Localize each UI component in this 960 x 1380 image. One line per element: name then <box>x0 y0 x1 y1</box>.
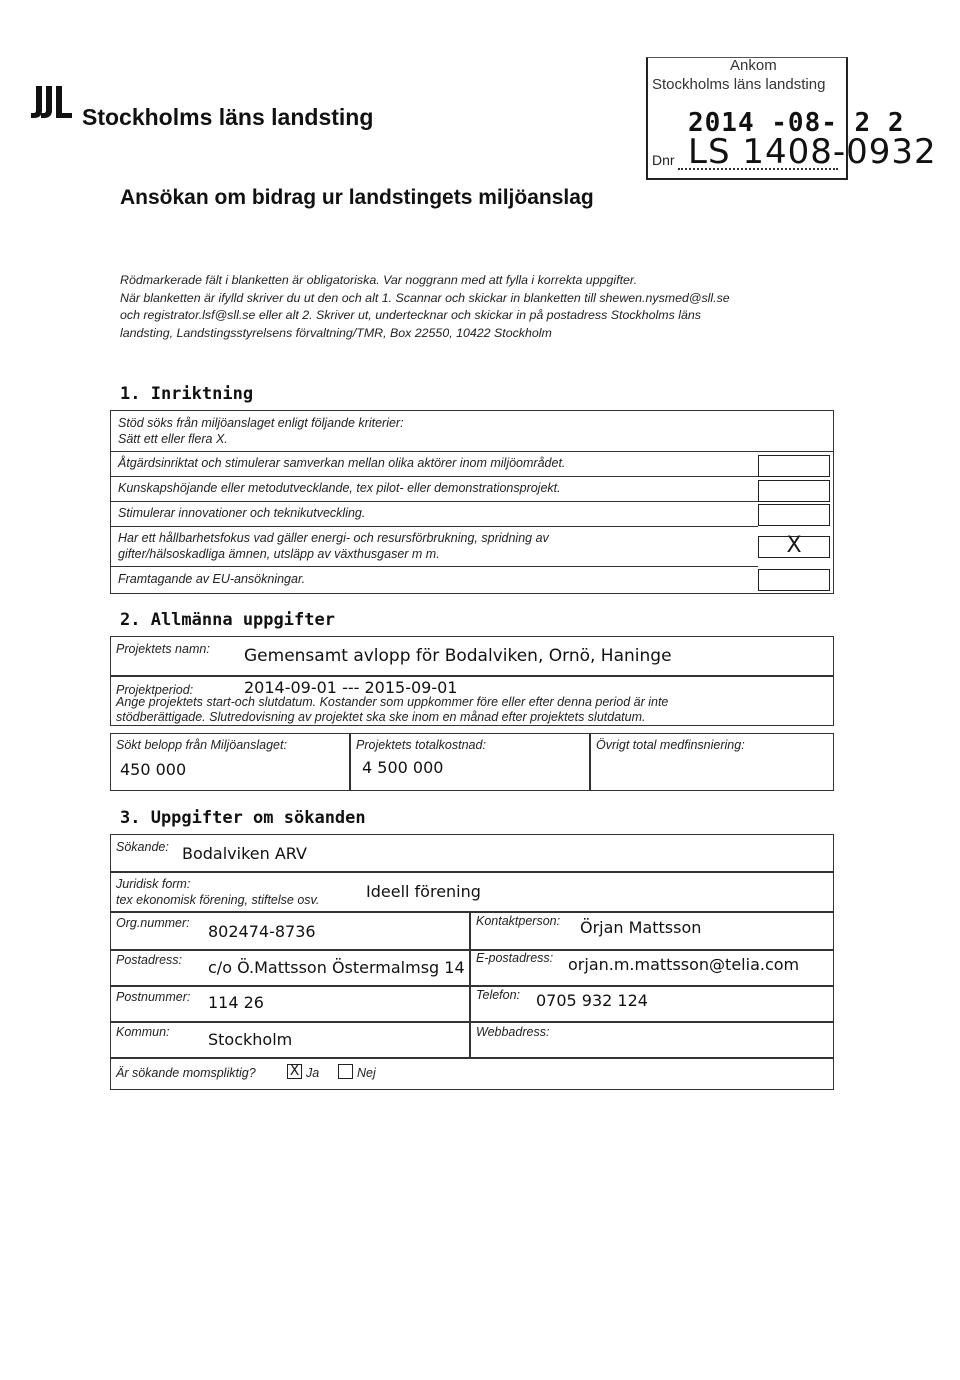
criterion-label: Åtgärdsinriktat och stimulerar samverkan mellan olika aktörer inom miljöområdet. <box>118 456 566 470</box>
criterion-checkbox[interactable] <box>758 480 830 502</box>
stamp-date: 2014 -08- 2 2 <box>688 108 905 138</box>
phone-value: 0705 932 124 <box>536 991 648 1010</box>
municipality-label: Kommun: <box>116 1025 170 1039</box>
criteria-instruction: Sätt ett eller flera X. <box>118 432 228 446</box>
project-period-label: Projektperiod: <box>116 683 194 697</box>
vat-no-checkbox[interactable] <box>338 1064 353 1079</box>
intro-line: Rödmarkerade fält i blanketten är obligatoriska. Var noggrann med att fylla i korrekta uppgifter. <box>120 273 638 287</box>
postal-address-value: c/o Ö.Mattsson Östermalmsg 14 <box>208 958 465 977</box>
postal-address-label: Postadress: <box>116 953 183 967</box>
applicant-value: Bodalviken ARV <box>182 844 307 863</box>
vat-question: Är sökande momspliktig? <box>116 1066 256 1080</box>
total-cost-value: 4 500 000 <box>362 758 444 777</box>
project-period-value[interactable]: 2014-09-01 --- 2015-09-01 <box>244 678 458 697</box>
email-label: E-postadress: <box>476 951 554 965</box>
divider <box>110 501 758 502</box>
criterion-label: Kunskapshöjande eller metodutvecklande, tex pilot- eller demonstrationsprojekt. <box>118 481 561 495</box>
section-3-heading: 3. Uppgifter om sökanden <box>120 808 366 828</box>
divider <box>110 451 834 452</box>
criteria-intro: Stöd söks från miljöanslaget enligt följande kriterier: <box>118 416 404 430</box>
stamp-received-label: Ankom <box>730 57 777 74</box>
applicant-label: Sökande: <box>116 840 169 854</box>
section-2-heading: 2. Allmänna uppgifter <box>120 610 335 630</box>
amount-label: Sökt belopp från Miljöanslaget: <box>116 738 287 752</box>
criterion-label: Stimulerar innovationer och teknikutveckling. <box>118 506 366 520</box>
vat-yes-checkbox[interactable] <box>287 1064 302 1079</box>
contact-person-label: Kontaktperson: <box>476 914 561 928</box>
criterion-label: Har ett hållbarhetsfokus vad gäller energi- och resursförbrukning, spridning av <box>118 531 549 545</box>
org-name: Stockholms läns landsting <box>82 104 374 130</box>
legal-form-hint: tex ekonomisk förening, stiftelse osv. <box>116 893 320 907</box>
intro-line: och registrator.lsf@sll.se eller alt 2. Skriver ut, undertecknar och skickar in på postadress Stockholms läns <box>120 308 701 322</box>
project-name-label: Projektets namn: <box>116 642 210 656</box>
project-period-note: Ange projektets start-och slutdatum. Kostander som uppkommer före eller efter denna period är inte <box>116 695 669 709</box>
vat-yes-check-mark: X <box>289 1063 300 1079</box>
org-number-label: Org.nummer: <box>116 916 190 930</box>
stamp-org-label: Stockholms läns landsting <box>652 76 826 93</box>
vat-yes-label: Ja <box>306 1066 320 1080</box>
document-title: Ansökan om bidrag ur landstingets miljöanslag <box>120 186 594 209</box>
co-financing-label: Övrigt total medfinsniering: <box>596 738 745 752</box>
criterion-checkbox[interactable] <box>758 504 830 526</box>
phone-field[interactable] <box>470 986 834 1022</box>
municipality-value: Stockholm <box>208 1030 293 1049</box>
criterion-checkbox[interactable] <box>758 533 830 558</box>
stamp-dotted-line <box>678 168 838 170</box>
email-value: orjan.m.mattsson@telia.com <box>568 955 800 974</box>
website-label: Webbadress: <box>476 1025 550 1039</box>
total-cost-label: Projektets totalkostnad: <box>356 738 486 752</box>
contact-person-value: Örjan Mattsson <box>580 918 702 937</box>
intro-line: När blanketten är ifylld skriver du ut den och alt 1. Scannar och skickar in blanketten till shewen.nysmed@sll.se <box>120 290 730 305</box>
criterion-label: Framtagande av EU-ansökningar. <box>118 572 306 586</box>
project-period-note: stödberättigade. Slutredovisning av projektet ska ske inom en månad efter projektets slutdatum. <box>116 710 646 724</box>
divider <box>110 476 758 477</box>
criterion-check-mark: X <box>786 533 802 558</box>
criterion-label: gifter/hälsoskadliga ämnen, utsläpp av växthusgaser m m. <box>118 547 440 561</box>
section-1-heading: 1. Inriktning <box>120 384 254 404</box>
postal-code-label: Postnummer: <box>116 990 191 1004</box>
phone-label: Telefon: <box>476 988 521 1002</box>
intro-instructions <box>120 272 840 342</box>
postal-code-value: 114 26 <box>208 993 264 1012</box>
divider <box>110 526 758 527</box>
intro-line: landsting, Landstingsstyrelsens förvaltning/TMR, Box 22550, 10422 Stockholm <box>120 325 552 340</box>
org-number-value: 802474-8736 <box>208 922 316 941</box>
criterion-checkbox[interactable] <box>758 455 830 477</box>
landsting-logo-icon <box>30 82 74 126</box>
divider <box>110 566 758 567</box>
criterion-checkbox[interactable] <box>758 569 830 591</box>
stamp-dnr-label: Dnr <box>652 152 675 168</box>
project-name-value: Gemensamt avlopp för Bodalviken, Ornö, Haninge <box>244 646 672 666</box>
vat-no-label: Nej <box>357 1066 376 1080</box>
legal-form-label: Juridisk form: <box>116 877 191 891</box>
stamp-dnr-value: LS 1408-0932 <box>688 132 937 172</box>
legal-form-value: Ideell förening <box>366 882 481 901</box>
amount-value: 450 000 <box>120 760 187 779</box>
